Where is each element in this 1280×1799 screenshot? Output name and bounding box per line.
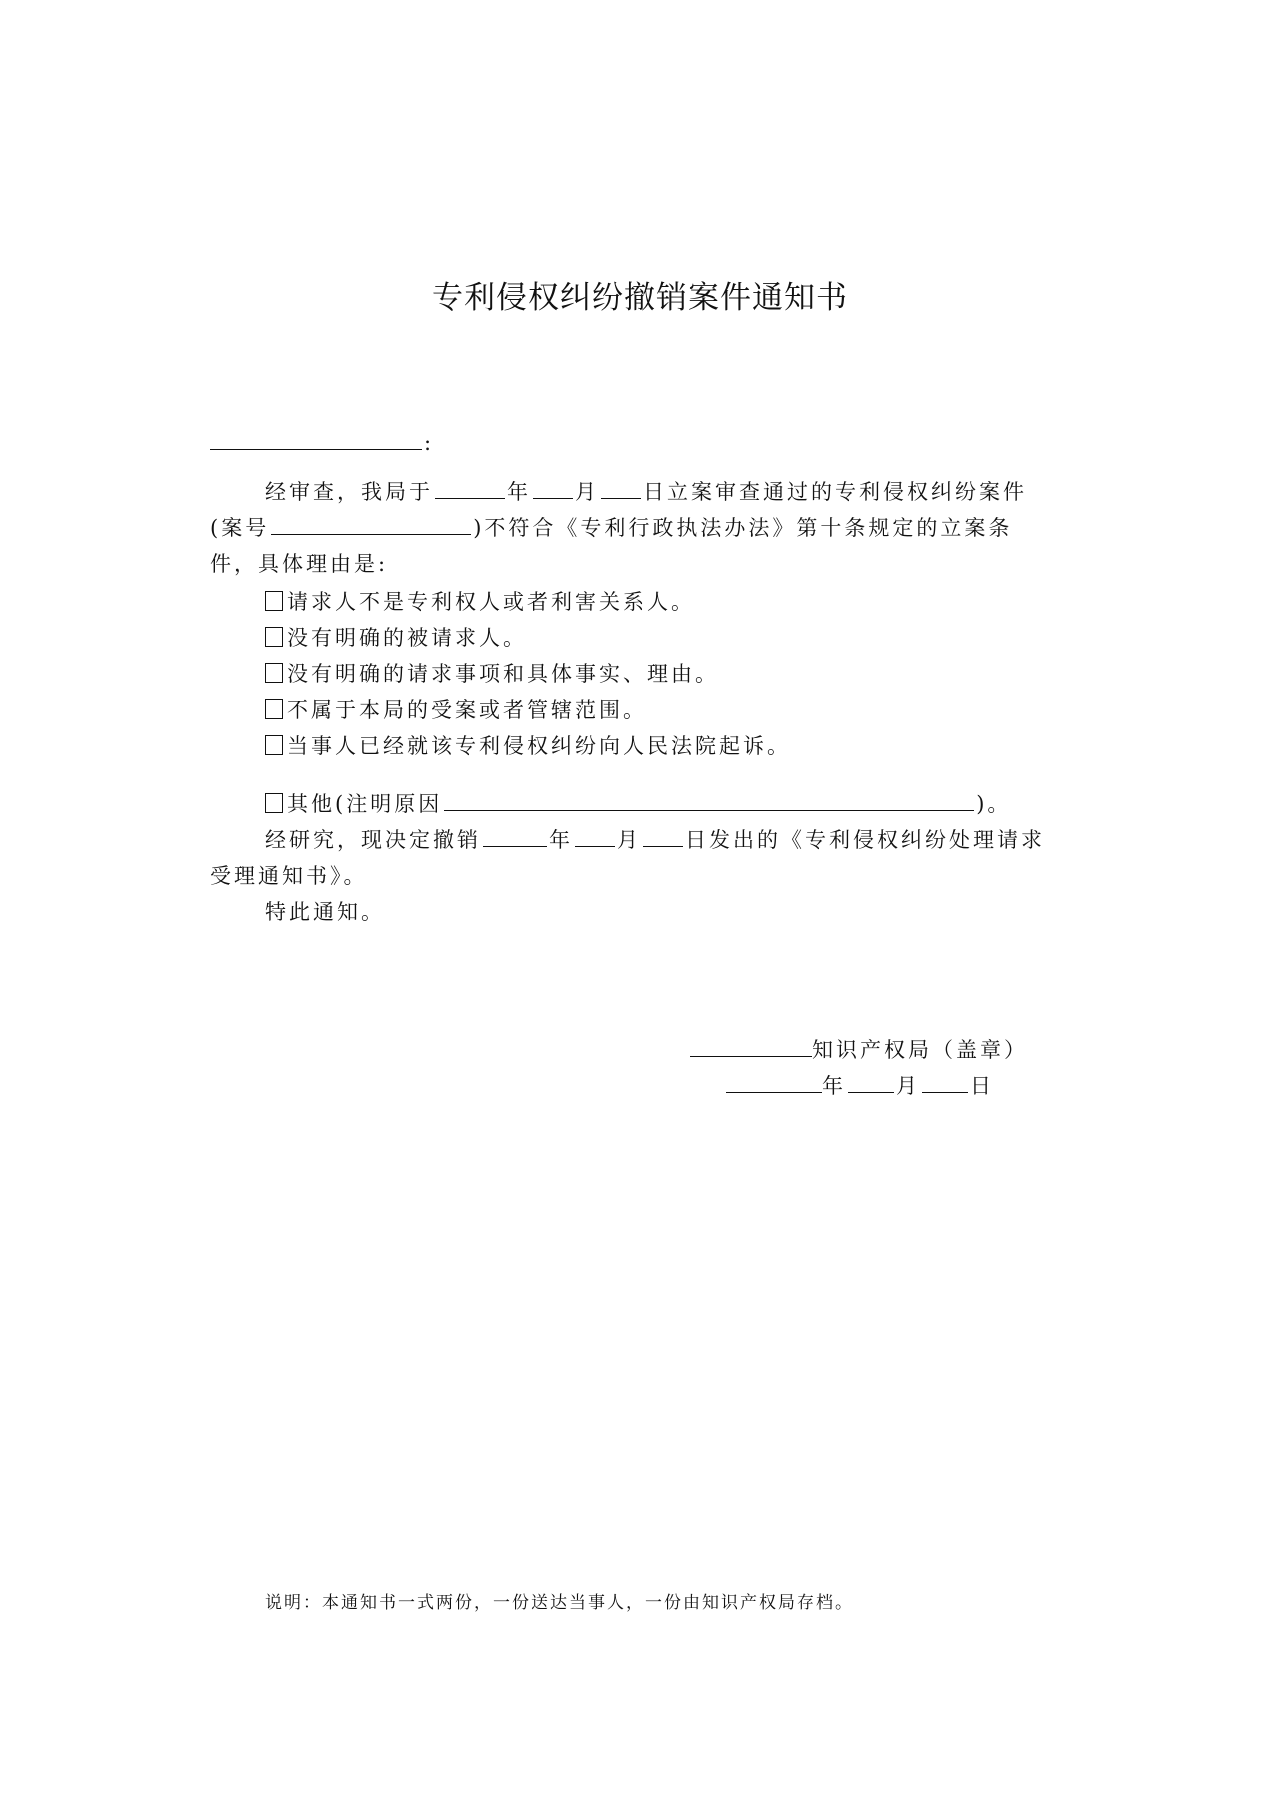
signature-office	[690, 1032, 1028, 1068]
reason-other	[265, 786, 1011, 822]
day-blank[interactable]	[643, 824, 683, 847]
month-blank[interactable]	[533, 476, 573, 499]
para2-line1	[265, 822, 1045, 858]
addressee-line	[210, 425, 434, 461]
text: 经研究，现决定撤销	[265, 828, 481, 852]
text: 其他(注明原因	[287, 792, 443, 816]
para2-line2: 受理通知书》。	[210, 864, 368, 888]
text: )不符合《专利行政执法办法》第十条规定的立案条	[473, 516, 1013, 540]
checkbox-icon[interactable]	[265, 793, 283, 813]
month-blank[interactable]	[575, 824, 615, 847]
text: 日	[970, 1074, 994, 1098]
year-blank[interactable]	[726, 1070, 822, 1093]
reason-item	[265, 692, 647, 728]
reason-item	[265, 584, 695, 620]
reason-text: 当事人已经就该专利侵权纠纷向人民法院起诉。	[287, 734, 791, 758]
checkbox-icon[interactable]	[265, 627, 283, 647]
para1-line3: 件，具体理由是:	[210, 552, 389, 576]
text: 年	[549, 828, 573, 852]
text: 经审查，我局于	[265, 480, 433, 504]
office-name-blank[interactable]	[690, 1034, 812, 1057]
case-number-blank[interactable]	[271, 512, 471, 535]
text: 日发出的《专利侵权纠纷处理请求	[685, 828, 1045, 852]
text: 月	[575, 480, 599, 504]
text: 年	[822, 1074, 846, 1098]
addressee-blank[interactable]	[210, 427, 422, 450]
text: )。	[976, 792, 1012, 816]
reason-item	[265, 620, 527, 656]
text: 月	[896, 1074, 920, 1098]
other-reason-blank[interactable]	[444, 788, 974, 811]
text: 年	[507, 480, 531, 504]
signature-date	[726, 1068, 994, 1104]
day-blank[interactable]	[601, 476, 641, 499]
reason-text: 没有明确的请求事项和具体事实、理由。	[287, 662, 719, 686]
reason-item	[265, 656, 719, 692]
reason-text: 没有明确的被请求人。	[287, 626, 527, 650]
footnote: 说明：本通知书一式两份，一份送达当事人，一份由知识产权局存档。	[265, 1593, 854, 1613]
year-blank[interactable]	[435, 476, 505, 499]
text: (案号	[210, 516, 270, 540]
para1-line2	[210, 510, 1012, 546]
month-blank[interactable]	[848, 1070, 894, 1093]
checkbox-icon[interactable]	[265, 735, 283, 755]
text: 日立案审查通过的专利侵权纠纷案件	[643, 480, 1027, 504]
checkbox-icon[interactable]	[265, 663, 283, 683]
reason-item	[265, 728, 791, 764]
year-blank[interactable]	[483, 824, 547, 847]
checkbox-icon[interactable]	[265, 699, 283, 719]
closing: 特此通知。	[265, 900, 385, 924]
text: 知识产权局（盖章）	[812, 1038, 1028, 1062]
para1-line1	[265, 474, 1027, 510]
reason-text: 请求人不是专利权人或者利害关系人。	[287, 590, 695, 614]
document-title: 专利侵权纠纷撤销案件通知书	[432, 280, 848, 316]
reason-text: 不属于本局的受案或者管辖范围。	[287, 698, 647, 722]
checkbox-icon[interactable]	[265, 591, 283, 611]
text: 月	[617, 828, 641, 852]
colon: :	[424, 431, 435, 455]
day-blank[interactable]	[922, 1070, 968, 1093]
